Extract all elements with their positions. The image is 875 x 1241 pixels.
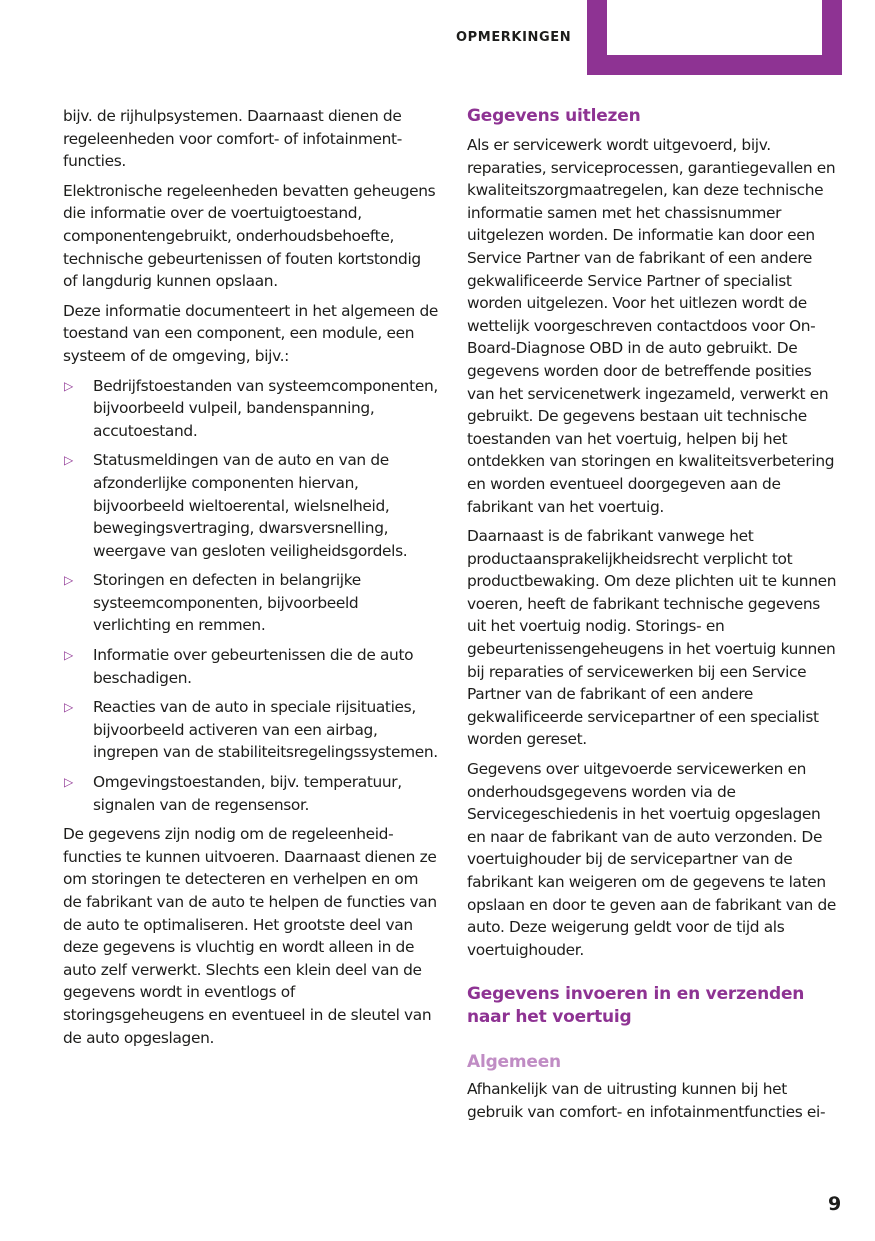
right-column [467, 105, 843, 1131]
list-item [63, 644, 439, 689]
triangle-right-icon: ▷ [64, 700, 73, 715]
list-item-text: Reacties van de auto in speciale rijsituaties, bijvoorbeeld activeren van een airbag, ingrepen van de stabiliteitsregelingssystemen. [93, 698, 438, 762]
subsection-heading: Algemeen [467, 1052, 561, 1073]
list-item [63, 771, 439, 816]
list-item [63, 449, 439, 562]
section-heading: Gegevens invoeren in en verzenden naar het voertuig [467, 984, 805, 1028]
list-item-text: Bedrijfstoestanden van systeemcomponenten, bijvoorbeeld vulpeil, bandenspanning, accutoestand. [93, 376, 438, 440]
paragraph: Deze informatie documenteert in het algemeen de toestand van een component, een module, een systeem of de omgeving, bijv.: [63, 301, 439, 365]
list-item [63, 696, 439, 764]
list-item [63, 375, 439, 443]
paragraph: Gegevens over uitgevoerde servicewerken en onderhoudsgegevens worden via de Servicegeschiedenis in het voertuig opgeslagen en naar de fabrikant van de auto verzonden. De voertuighouder bij de servicepartner van de fabrikant kan weigeren om de gegevens te laten opslaan en door te geven aan de fabrikant van de auto. Deze weigerung geldt voor de tijd als voertuighouder. [467, 760, 837, 959]
triangle-right-icon: ▷ [64, 775, 73, 790]
section-heading: Gegevens uitlezen [467, 106, 641, 126]
triangle-right-icon: ▷ [64, 453, 73, 468]
triangle-right-icon: ▷ [64, 648, 73, 663]
paragraph: De gegevens zijn nodig om de regeleenheid-functies te kunnen uitvoeren. Daarnaast dienen ze om storingen te detecteren en verhelpen en om de fabrikant van de auto te helpen de functies van de auto te optimaliseren. Het grootste deel van deze gegevens is vluchtig en wordt alleen in de auto zelf verwerkt. Slechts een klein deel van de gegevens wordt in eventlogs of storingsgeheugens en eventueel in de sleutel van de auto opgeslagen. [63, 825, 437, 1047]
paragraph: Daarnaast is de fabrikant vanwege het productaansprakelijkheidsrecht verplicht tot productbewaking. Om deze plichten uit te kunnen voeren, heeft de fabrikant technische gegevens uit het voertuig nodig. Storings- en gebeurtenissengeheugens in het voertuig kunnen bij reparaties of servicewerken bij een Service Partner van de fabrikant of een andere gekwalificeerde servicepartner of een specialist worden gereset. [467, 527, 837, 749]
list-item-text: Informatie over gebeurtenissen die de auto beschadigen. [93, 646, 414, 687]
section-label: OPMERKINGEN [456, 30, 572, 45]
triangle-right-icon: ▷ [64, 378, 73, 393]
paragraph: Als er servicewerk wordt uitgevoerd, bijv. reparaties, serviceprocessen, garantiegevallen en kwaliteitszorgmaatregelen, kan deze technische informatie samen met het chassisnummer uitgelezen worden. De informatie kan door een Service Partner van de fabrikant of een andere gekwalificeerde Service Partner of specialist worden uitgelezen. Voor het uitlezen wordt de wettelijk voorgeschreven contactdoos voor On-Board-Diagnose OBD in de auto gebruikt. De gegevens worden door de betreffende posities van het servicenetwerk ingezameld, verwerkt en gebruikt. De gegevens bestaan uit technische toestanden van het voertuig, helpen bij het ontdekken van storingen en kwaliteitsverbetering en worden eventueel doorgegeven aan de fabrikant van het voertuig. [467, 136, 836, 516]
page-number: 9 [828, 1193, 842, 1215]
paragraph: bijv. de rijhulpsystemen. Daarnaast dienen de regeleenheden voor comfort- of infotainment-functies. [63, 107, 402, 171]
paragraph: Afhankelijk van de uitrusting kunnen bij het gebruik van comfort- en infotainmentfuncties ei- [467, 1080, 826, 1121]
list-item-text: Storingen en defecten in belangrijke systeemcomponenten, bijvoorbeeld verlichting en remmen. [93, 571, 361, 635]
triangle-right-icon: ▷ [64, 573, 73, 588]
list-item-text: Omgevingstoestanden, bijv. temperatuur, signalen van de regensensor. [93, 773, 402, 814]
chapter-tab-frame [587, 0, 842, 75]
list-item-text: Statusmeldingen van de auto en van de afzonderlijke componenten hiervan, bijvoorbeeld wieltoerental, wielsnelheid, bewegingsvertraging, dwarsversnelling, weergave van gesloten veiligheidsgordels. [93, 451, 408, 560]
left-column [63, 105, 439, 1056]
paragraph: Elektronische regeleenheden bevatten geheugens die informatie over de voertuigtoestand, componentengebruikt, onderhoudsbehoefte, technische gebeurtenissen of fouten kortstondig of langdurig kunnen opslaan. [63, 181, 436, 291]
list-item [63, 569, 439, 637]
bullet-list [63, 375, 439, 817]
